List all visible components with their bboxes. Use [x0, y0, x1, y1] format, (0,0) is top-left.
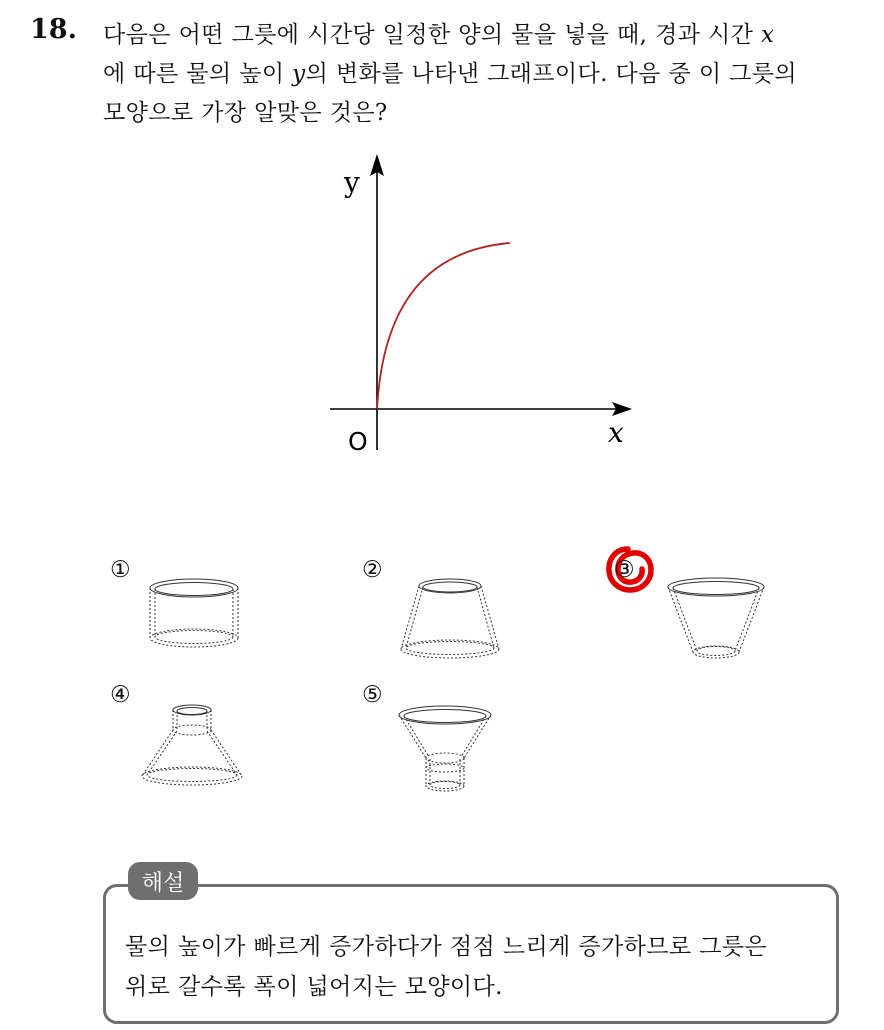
- question-number: 18.: [30, 14, 77, 45]
- question-line-3: 모양으로 가장 알맞은 것은?: [103, 100, 388, 126]
- question-text-1a: 다음은 어떤 그릇에 시간당 일정한 양의 물을 넣을 때, 경과 시간: [103, 22, 761, 48]
- x-axis-label: x: [608, 416, 624, 449]
- height-curve: [377, 243, 510, 409]
- solution-tag: 해설: [128, 862, 198, 900]
- choice-5-label[interactable]: ⑤: [362, 682, 383, 708]
- question-text-2b: 의 변화를 나타낸 그래프이다. 다음 중 이 그릇의: [305, 61, 798, 87]
- question-text-2a: 에 따른 물의 높이: [103, 61, 293, 87]
- solution-line-1: 물의 높이가 빠르게 증가하다가 점점 느리게 증가하므로 그릇은: [125, 934, 768, 960]
- choice-3-label[interactable]: ③: [614, 557, 635, 583]
- choice-4-label[interactable]: ④: [110, 682, 131, 708]
- choice-2-label[interactable]: ②: [362, 557, 383, 583]
- choice-1-label[interactable]: ①: [110, 557, 131, 583]
- frustum-wide-top-vessel[interactable]: [662, 574, 770, 666]
- funnel-vessel[interactable]: [393, 700, 497, 796]
- question-line-1: [103, 16, 774, 49]
- variable-y: y: [292, 61, 306, 87]
- solution-line-2: 위로 갈수록 폭이 넓어지는 모양이다.: [125, 974, 503, 1000]
- variable-x: x: [760, 22, 775, 48]
- height-time-graph: [320, 150, 640, 460]
- flask-vessel[interactable]: [136, 700, 248, 792]
- cylinder-vessel[interactable]: [143, 574, 245, 656]
- question-line-2: [103, 55, 797, 88]
- frustum-wide-bottom-vessel[interactable]: [395, 574, 505, 666]
- y-axis-label: y: [344, 166, 360, 199]
- origin-label: O: [348, 427, 368, 456]
